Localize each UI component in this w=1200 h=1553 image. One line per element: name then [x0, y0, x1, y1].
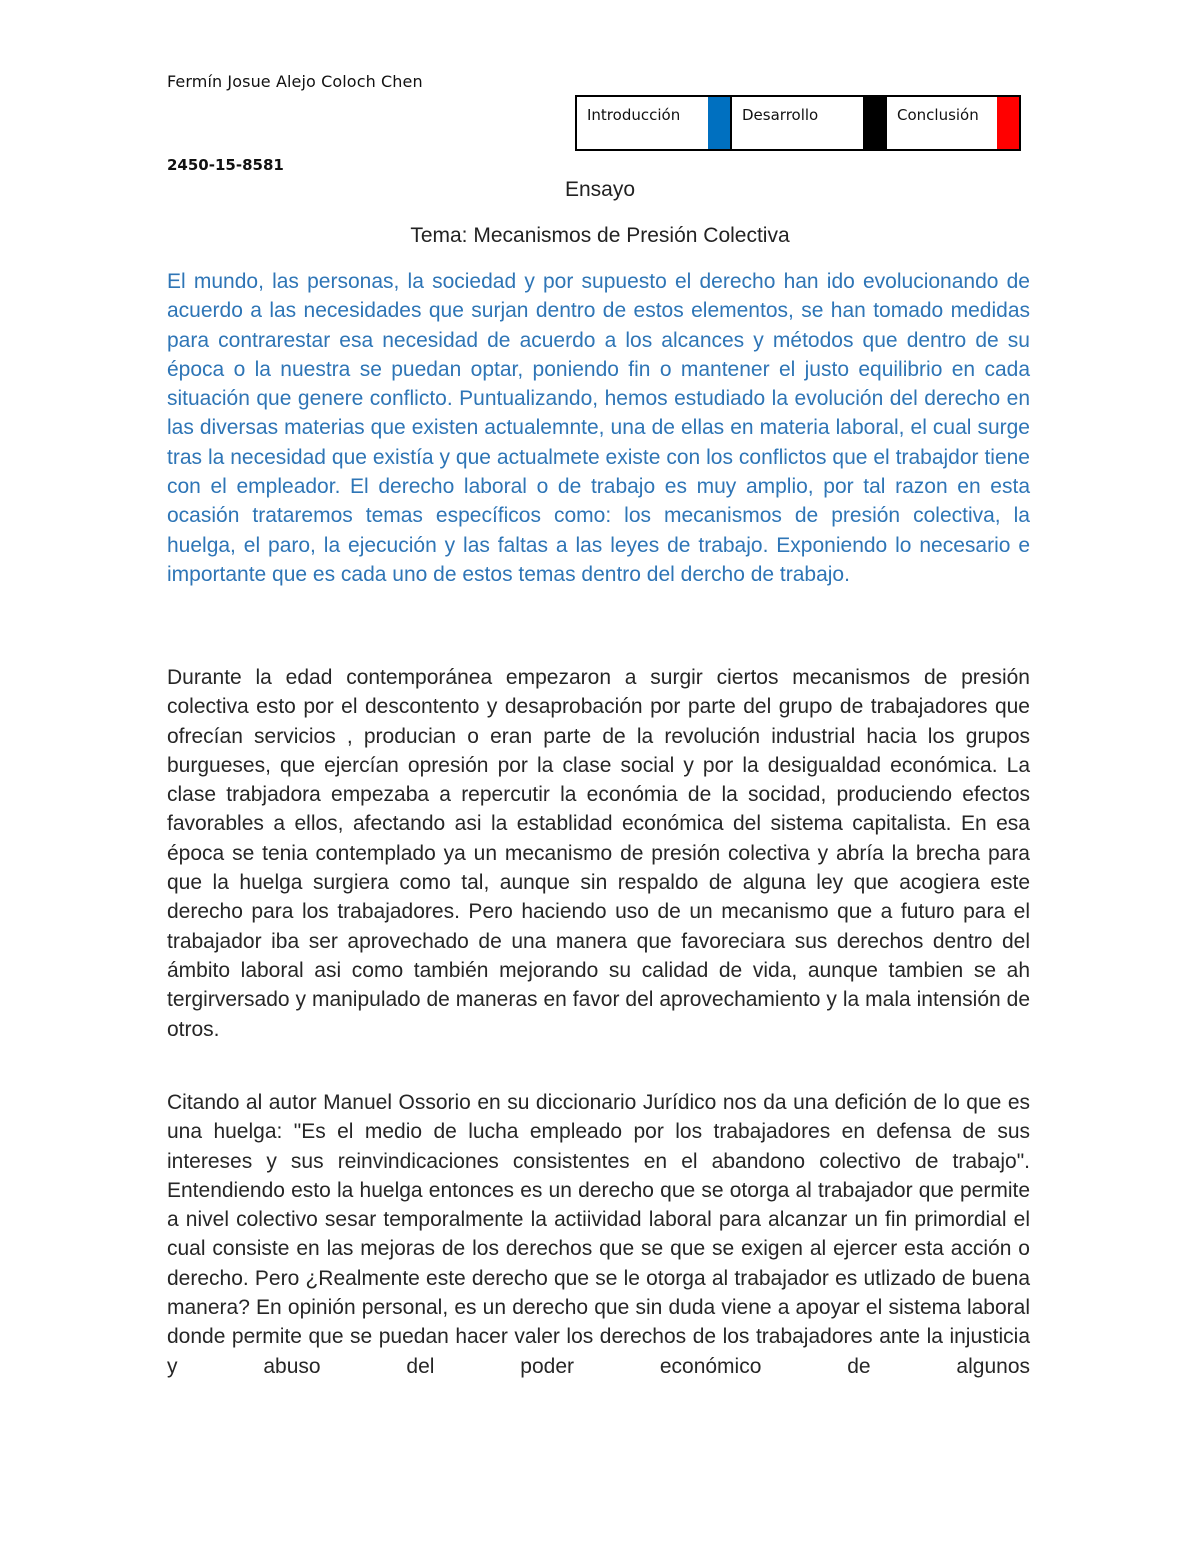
- legend-cell-development: [732, 97, 887, 149]
- legend-cell-conclusion: [887, 97, 1019, 149]
- document-subtitle: Tema: Mecanismos de Presión Colectiva: [410, 224, 790, 247]
- legend-swatch-red: [997, 97, 1019, 149]
- legend-label-introduction: Introducción: [587, 106, 681, 124]
- introduction-paragraph: El mundo, las personas, la sociedad y por supuesto el derecho han ido evolucionando de acuerdo a las necesidades que surjan dentro de estos elementos, se han tomado medidas para contrarestar esa necesidad de acuerdo a los alcances y métodos que dentro de su época o la nuestra se puedan optar, poniendo fin o mantener el justo equilibrio en cada situación que genere conflicto. Puntualizando, hemos estudiado la evolución del derecho en las diversas materias que existen actualemnte, una de ellas en materia laboral, el cual surge tras la necesidad que existía y que actualmete existe con los conflictos que el trabajdor tiene con el empleador. El derecho laboral o de trabajo es muy amplio, por tal razon en esta ocasión trataremos temas específicos como: los mecanismos de presión colectiva, la huelga, el paro, la ejecución y las faltas a las leyes de trabajo. Exponiendo lo necesario e importante que es cada uno de estos temas dentro del dercho de trabajo.: [167, 270, 1030, 586]
- document-title: Ensayo: [564, 178, 636, 201]
- legend-label-development: Desarrollo: [742, 106, 819, 124]
- legend-cell-introduction: [577, 97, 732, 149]
- section-color-legend: [575, 95, 1021, 151]
- development-paragraph-2: Citando al autor Manuel Ossorio en su diccionario Jurídico nos da una defición de lo que es una huelga: "Es el medio de lucha empleado por los trabajadores en defensa de sus intereses y sus reinvindicaciones consistentes en el abandono colectivo de trabajo". Entendiendo esto la huelga entonces es un derecho que se otorga al trabajador que permite a nivel colectivo sesar temporalmente la actiividad laboral para alcanzar un fin primordial el cual consiste en las mejoras de los derechos que se que se exigen al ejercer esta acción o derecho. Pero ¿Realmente este derecho que se le otorga al trabajador es utlizado de buena manera? En opinión personal, es un derecho que sin duda viene a apoyar el sistema laboral donde permite que se puedan hacer valer los derechos de los trabajadores ante la injusticia y abuso del poder económico de algunos: [167, 1091, 1030, 1378]
- development-paragraph-1: Durante la edad contemporánea empezaron a surgir ciertos mecanismos de presión colectiva esto por el descontento y desaprobación por parte del grupo de trabajadores que ofrecían servicios , producian o eran parte de la revolución industrial hacia los grupos burgueses, que ejercían opresión por la clase social y por la desigualdad económica. La clase trabjadora empezaba a repercutir la económia de la socidad, produciendo efectos favorables a ellos, afectando asi la establidad económica del sistema capitalista. En esa época se tenia contemplado ya un mecanismo de presión colectiva y abría la brecha para que la huelga surgiera como tal, aunque sin respaldo de alguna ley que acogiera este derecho para los trabajadores. Pero haciendo uso de un mecanismo que a futuro para el trabajador iba ser aprovechado de una manera que favoreciara sus derechos dentro del ámbito laboral asi como también mejorando su calidad de vida, aunque tambien se ah tergirversado y manipulado de maneras en favor del aprovechamiento y la mala intensión de otros.: [167, 666, 1030, 1041]
- student-id: 2450-15-8581: [167, 156, 284, 174]
- legend-swatch-blue: [708, 97, 730, 149]
- legend-label-conclusion: Conclusión: [897, 106, 979, 124]
- author-name: Fermín Josue Alejo Coloch Chen: [167, 72, 423, 91]
- legend-swatch-black: [863, 97, 885, 149]
